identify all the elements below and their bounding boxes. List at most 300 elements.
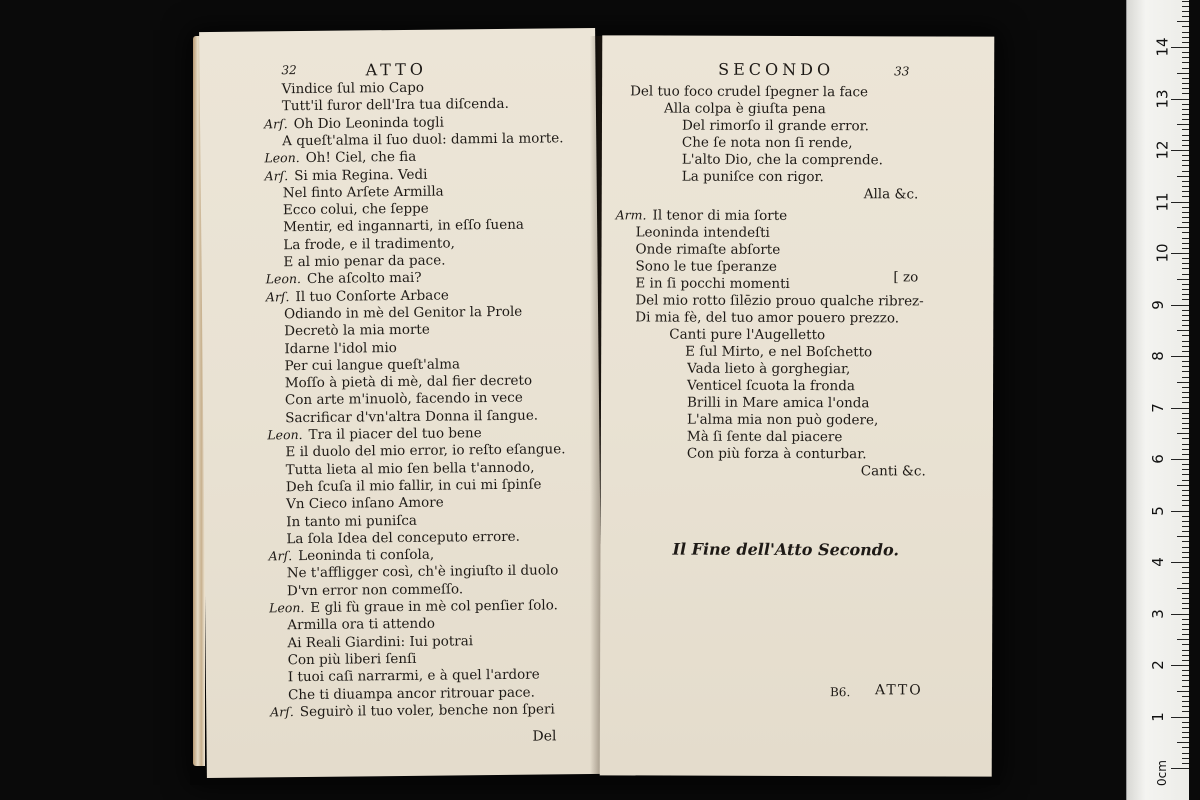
ruler-tick bbox=[1182, 480, 1189, 481]
ruler-tick bbox=[1182, 418, 1189, 419]
ruler-number: 11 bbox=[1153, 191, 1172, 212]
right-verse-line bbox=[669, 327, 825, 344]
right-verse-line bbox=[635, 275, 789, 292]
act-end-title: Il Fine dell'Atto Secondo. bbox=[672, 539, 900, 560]
ruler-tick bbox=[1182, 11, 1189, 12]
left-verse-line bbox=[264, 114, 444, 132]
ruler-tick bbox=[1182, 449, 1189, 450]
left-verse-line bbox=[269, 597, 558, 616]
ruler-tick bbox=[1182, 634, 1189, 635]
right-verse-line bbox=[682, 169, 824, 185]
ruler-tick bbox=[1182, 732, 1189, 733]
left-verse-line bbox=[284, 304, 522, 322]
ruler-tick bbox=[1182, 670, 1189, 671]
left-page bbox=[199, 28, 603, 778]
verse-text: Alla &c. bbox=[863, 186, 919, 203]
ruler-number: 10 bbox=[1153, 243, 1172, 263]
ruler-tick bbox=[1182, 196, 1189, 197]
verse-text: Si mia Regina. Vedi bbox=[294, 166, 428, 184]
ruler-tick bbox=[1177, 433, 1189, 434]
speaker-label: Leon. bbox=[267, 427, 303, 443]
left-verse-line bbox=[283, 201, 429, 219]
ruler-tick bbox=[1182, 341, 1189, 342]
left-verse-line bbox=[265, 166, 428, 184]
left-folio: 32 bbox=[281, 63, 297, 78]
ruler-tick bbox=[1177, 227, 1189, 228]
verse-text: E al mio penar da pace. bbox=[283, 252, 446, 271]
ruler-tick bbox=[1182, 78, 1189, 79]
left-verse-line bbox=[266, 270, 422, 288]
ruler-tick bbox=[1182, 505, 1189, 506]
ruler-tick bbox=[1182, 119, 1189, 120]
ruler-tick bbox=[1182, 248, 1189, 249]
ruler-tick bbox=[1182, 763, 1189, 764]
ruler-tick bbox=[1182, 186, 1189, 187]
left-verse-line bbox=[266, 287, 449, 305]
ruler-tick bbox=[1182, 444, 1189, 445]
ruler-tick bbox=[1182, 57, 1189, 58]
verse-text: Nel finto Arſete Armilla bbox=[282, 183, 444, 202]
ruler-tick bbox=[1182, 706, 1189, 707]
ruler-tick bbox=[1182, 644, 1189, 645]
right-verse-line bbox=[861, 463, 926, 479]
ruler-tick bbox=[1177, 176, 1189, 177]
ruler-tick bbox=[1182, 753, 1189, 754]
verse-text: Che ti diuampa ancor ritrouar pace. bbox=[287, 684, 535, 703]
ruler-tick bbox=[1182, 268, 1189, 269]
ruler-tick bbox=[1182, 629, 1189, 630]
ruler-tick bbox=[1182, 83, 1189, 84]
left-verse-line bbox=[282, 96, 509, 114]
verse-text: Di mia fè, del tuo amor pouero prezzo. bbox=[635, 309, 900, 327]
ruler-tick bbox=[1177, 485, 1189, 486]
ruler-number: 8 bbox=[1148, 351, 1167, 361]
ruler-tick bbox=[1182, 737, 1189, 738]
verse-text: Ne t'affligger così, ch'è ingiuſto il duolo bbox=[286, 562, 559, 582]
verse-text: Che ſe nota non ſi rende, bbox=[681, 134, 853, 152]
ruler-tick bbox=[1182, 171, 1189, 172]
ruler-tick bbox=[1182, 212, 1189, 213]
speaker-label: Leon. bbox=[269, 600, 305, 616]
right-verse-line bbox=[687, 446, 867, 463]
ruler-tick bbox=[1182, 516, 1189, 517]
ruler-tick bbox=[1182, 655, 1189, 656]
ruler-tick bbox=[1182, 680, 1189, 681]
ruler-tick bbox=[1182, 686, 1189, 687]
speaker-label: Arſ. bbox=[270, 703, 294, 720]
ruler-tick bbox=[1177, 124, 1189, 125]
ruler-tick bbox=[1182, 52, 1189, 53]
ruler-tick bbox=[1182, 758, 1189, 759]
ruler-tick bbox=[1171, 150, 1189, 151]
left-verse-line bbox=[287, 563, 559, 582]
ruler-tick bbox=[1177, 21, 1189, 22]
ruler-tick bbox=[1171, 253, 1189, 254]
ruler-tick bbox=[1182, 243, 1189, 244]
verse-text: Onde rimaſte abſorte bbox=[635, 241, 781, 258]
left-verse-line bbox=[285, 390, 523, 408]
verse-text: L'alma mia non può godere, bbox=[686, 411, 879, 429]
verse-text: Seguirò il tuo voler, benche non ſperi bbox=[299, 701, 555, 720]
ruler-tick bbox=[1182, 6, 1189, 7]
ruler-tick bbox=[1182, 135, 1189, 136]
ruler-tick bbox=[1182, 1, 1189, 2]
verse-text: Alla colpa è giuſta pena bbox=[664, 100, 826, 118]
left-verse-line bbox=[287, 633, 473, 651]
left-catchword: Del bbox=[532, 728, 557, 745]
ruler-tick bbox=[1182, 552, 1189, 553]
ruler-number: 6 bbox=[1148, 454, 1167, 464]
verse-text: E ſul Mirto, e nel Boſchetto bbox=[685, 343, 873, 361]
verse-text: Tutta lieta al mio ſen bella t'annodo, bbox=[285, 459, 535, 478]
ruler-tick bbox=[1177, 742, 1189, 743]
ruler-tick bbox=[1182, 402, 1189, 403]
ruler-tick bbox=[1182, 181, 1189, 182]
ruler-tick bbox=[1182, 392, 1189, 393]
ruler-tick bbox=[1171, 511, 1189, 512]
right-verse-line bbox=[682, 135, 853, 152]
verse-text: Vada lieto à gorghegiar, bbox=[687, 360, 851, 378]
ruler-tick bbox=[1182, 593, 1189, 594]
ruler-tick bbox=[1182, 557, 1189, 558]
ruler-tick bbox=[1182, 217, 1189, 218]
ruler-tick bbox=[1177, 536, 1189, 537]
ruler-tick bbox=[1182, 263, 1189, 264]
right-verse-line bbox=[635, 258, 776, 274]
left-verse-line bbox=[285, 356, 461, 374]
left-verse-line bbox=[285, 442, 565, 461]
ruler-tick bbox=[1182, 490, 1189, 491]
left-verse-line bbox=[283, 253, 445, 271]
ruler-tick bbox=[1182, 140, 1189, 141]
ruler-tick bbox=[1182, 531, 1189, 532]
right-verse-line bbox=[616, 207, 788, 224]
ruler-tick bbox=[1182, 310, 1189, 311]
ruler-tick bbox=[1182, 325, 1189, 326]
ruler-tick bbox=[1177, 330, 1189, 331]
right-verse-line bbox=[636, 241, 781, 258]
ruler-tick bbox=[1182, 289, 1189, 290]
ruler-tick bbox=[1182, 207, 1189, 208]
ruler-tick bbox=[1182, 377, 1189, 378]
ruler-tick bbox=[1182, 428, 1189, 429]
left-verse-line bbox=[282, 130, 563, 149]
ruler-tick bbox=[1171, 99, 1189, 100]
ruler-tick bbox=[1182, 521, 1189, 522]
right-verse-line bbox=[687, 412, 878, 429]
verse-text: E il duolo del mio error, io reſto eſangue. bbox=[285, 441, 566, 461]
ruler-tick bbox=[1182, 413, 1189, 414]
right-verse-line bbox=[687, 378, 855, 395]
ruler-tick bbox=[1182, 346, 1189, 347]
ruler-tick bbox=[1182, 572, 1189, 573]
ruler-tick bbox=[1182, 294, 1189, 295]
verse-text: Brilli in Mare amica l'onda bbox=[686, 394, 870, 412]
verse-text: L'alto Dio, che la comprende. bbox=[681, 151, 884, 169]
ruler-tick bbox=[1182, 191, 1189, 192]
ruler-tick bbox=[1182, 366, 1189, 367]
ruler-tick bbox=[1182, 155, 1189, 156]
ruler-tick bbox=[1182, 583, 1189, 584]
right-verse-line bbox=[664, 101, 826, 118]
left-verse-line bbox=[288, 651, 417, 668]
ruler-tick bbox=[1182, 650, 1189, 651]
right-page bbox=[600, 35, 995, 776]
ruler-tick bbox=[1182, 526, 1189, 527]
left-verse-line bbox=[270, 701, 555, 720]
verse-text: D'vn error non commeſſo. bbox=[286, 581, 464, 599]
verse-text: La frode, e il tradimento, bbox=[283, 235, 455, 253]
ruler-tick bbox=[1171, 356, 1189, 357]
left-verse-line bbox=[286, 529, 520, 547]
ruler-tick bbox=[1171, 305, 1189, 306]
ruler-tick bbox=[1177, 382, 1189, 383]
speaker-label: Leon. bbox=[265, 271, 302, 287]
ruler-tick bbox=[1182, 222, 1189, 223]
verse-text: Ecco colui, che ſeppe bbox=[282, 200, 429, 219]
ruler-tick bbox=[1182, 454, 1189, 455]
ruler-tick bbox=[1182, 68, 1189, 69]
ruler-tick bbox=[1182, 469, 1189, 470]
ruler-tick bbox=[1182, 727, 1189, 728]
verse-text: La ſola Idea del conceputo errore. bbox=[286, 528, 521, 548]
right-turnover: [ zo bbox=[893, 269, 919, 286]
verse-text: Del rimorſo il grande error. bbox=[681, 117, 869, 135]
left-verse-line bbox=[283, 183, 444, 201]
verse-text: Deh ſcuſa il mio fallir, in cui mi ſpinſe bbox=[285, 476, 542, 496]
ruler-tick bbox=[1182, 387, 1189, 388]
verse-text: Canti pure l'Augelletto bbox=[669, 326, 826, 344]
right-verse-line bbox=[687, 429, 843, 446]
ruler-tick bbox=[1171, 47, 1189, 48]
ruler-tick bbox=[1182, 361, 1189, 362]
ruler-number: 5 bbox=[1148, 505, 1167, 516]
ruler-tick bbox=[1182, 722, 1189, 723]
ruler-tick bbox=[1171, 408, 1189, 409]
ruler-number: 9 bbox=[1148, 299, 1167, 310]
ruler-tick bbox=[1182, 62, 1189, 63]
ruler-tick bbox=[1182, 232, 1189, 233]
left-verse-line bbox=[269, 547, 435, 565]
ruler-tick bbox=[1182, 438, 1189, 439]
signature-mark: B6. bbox=[829, 685, 851, 700]
ruler-number: 4 bbox=[1148, 557, 1167, 567]
left-verse-line bbox=[264, 149, 416, 167]
ruler-tick bbox=[1177, 691, 1189, 692]
ruler-tick bbox=[1182, 711, 1189, 712]
left-verse-line bbox=[284, 322, 430, 340]
left-verse-line bbox=[282, 80, 424, 97]
right-verse-line bbox=[687, 361, 850, 378]
left-verse-line bbox=[288, 684, 535, 703]
right-verse-line bbox=[864, 186, 919, 202]
verse-text: Moſſo à pietà di mè, dal fier decreto bbox=[284, 372, 533, 392]
ruler-tick bbox=[1182, 619, 1189, 620]
right-verse-line bbox=[687, 395, 870, 412]
verse-text: I tuoi caſi narrarmi, e à quel l'ardore bbox=[287, 666, 540, 686]
right-catchword: ATTO bbox=[874, 682, 923, 699]
verse-text: Il tuo Conſorte Arbace bbox=[295, 287, 449, 305]
ruler-tick bbox=[1182, 37, 1189, 38]
verse-text: Oh! Ciel, che fia bbox=[305, 149, 417, 167]
left-verse-line bbox=[285, 373, 532, 392]
ruler-tick bbox=[1182, 114, 1189, 115]
verse-text: Con più forza à conturbar. bbox=[686, 445, 867, 463]
ruler-number: 12 bbox=[1153, 140, 1172, 160]
left-verse-line bbox=[283, 217, 524, 236]
ruler-number: 3 bbox=[1148, 608, 1167, 619]
ruler-number: 2 bbox=[1148, 660, 1167, 670]
ruler-tick bbox=[1171, 768, 1189, 769]
ruler-tick bbox=[1182, 32, 1189, 33]
left-verse-line bbox=[286, 459, 535, 478]
verse-text: Tra il piacer del tuo bene bbox=[308, 425, 482, 443]
verse-text: Con più liberi ſenſi bbox=[287, 650, 417, 669]
ruler-number: 14 bbox=[1153, 37, 1172, 57]
ruler-tick bbox=[1177, 639, 1189, 640]
left-verse-line bbox=[284, 340, 397, 357]
left-verse-line bbox=[286, 476, 542, 495]
ruler-tick bbox=[1182, 109, 1189, 110]
ruler-tick bbox=[1182, 500, 1189, 501]
speaker-label: Arſ. bbox=[264, 167, 289, 183]
ruler-tick bbox=[1182, 93, 1189, 94]
verse-text: Per cui langue queſt'alma bbox=[284, 356, 461, 375]
verse-text: Sacrificar d'vn'altra Donna il ſangue. bbox=[285, 407, 539, 426]
left-verse-line bbox=[267, 425, 482, 443]
speaker-label: Arſ. bbox=[268, 548, 293, 564]
left-verse-line bbox=[287, 581, 463, 599]
left-verse-line bbox=[285, 407, 538, 426]
ruler-tick bbox=[1182, 660, 1189, 661]
verse-text: Tutt'il furor dell'Ira tua diſcenda. bbox=[281, 96, 509, 115]
verse-text: Venticel ſcuota la fronda bbox=[687, 377, 855, 395]
ruler-tick bbox=[1182, 474, 1189, 475]
ruler-tick bbox=[1171, 717, 1189, 718]
ruler-tick bbox=[1182, 464, 1189, 465]
ruler-tick bbox=[1182, 675, 1189, 676]
right-verse-line bbox=[682, 118, 869, 135]
ruler-tick bbox=[1182, 495, 1189, 496]
ruler-tick bbox=[1182, 26, 1189, 27]
ruler-tick bbox=[1182, 747, 1189, 748]
speaker-label: Leon. bbox=[264, 150, 300, 166]
verse-text: Del tuo foco crudel ſpegner la face bbox=[630, 83, 869, 101]
verse-text: Che aſcolto mai? bbox=[306, 270, 422, 288]
ruler-tick bbox=[1182, 88, 1189, 89]
ruler-tick bbox=[1182, 696, 1189, 697]
ruler-tick bbox=[1182, 608, 1189, 609]
ruler-tick bbox=[1182, 701, 1189, 702]
ruler-tick bbox=[1182, 238, 1189, 239]
right-verse-line bbox=[682, 152, 883, 169]
left-verse-line bbox=[287, 616, 435, 634]
ruler-tick bbox=[1182, 42, 1189, 43]
ruler-tick bbox=[1182, 351, 1189, 352]
verse-text: Vn Cieco inſano Amore bbox=[285, 494, 444, 513]
left-header: ATTO bbox=[365, 59, 428, 80]
verse-text: Leoninda intendeſti bbox=[635, 224, 770, 241]
verse-text: Oh Dio Leoninda togli bbox=[293, 114, 444, 132]
right-verse-line bbox=[630, 83, 868, 100]
verse-text: A queſt'alma il ſuo duol: dammi la morte. bbox=[282, 130, 564, 150]
ruler-tick bbox=[1171, 614, 1189, 615]
ruler-tick bbox=[1171, 459, 1189, 460]
ruler-tick bbox=[1171, 202, 1189, 203]
right-header: SECONDO bbox=[718, 59, 835, 80]
left-verse-line bbox=[288, 667, 540, 686]
ruler-tick bbox=[1182, 577, 1189, 578]
verse-text: Sono le tue ſperanze bbox=[635, 258, 777, 275]
verse-text: Armilla ora ti attendo bbox=[287, 615, 436, 634]
ruler-tick bbox=[1182, 315, 1189, 316]
ruler-tick bbox=[1182, 104, 1189, 105]
verse-text: Canti &c. bbox=[860, 463, 926, 480]
verse-text: La puniſce con rigor. bbox=[681, 168, 824, 186]
left-verse-line bbox=[283, 235, 455, 253]
ruler-tick bbox=[1182, 397, 1189, 398]
verse-text: Vindice ſul mio Capo bbox=[281, 79, 425, 98]
ruler-unit-label: 0cm bbox=[1154, 760, 1169, 786]
ruler-tick bbox=[1171, 665, 1189, 666]
measuring-ruler bbox=[1126, 0, 1189, 800]
ruler-tick bbox=[1182, 624, 1189, 625]
speaker-label: Arſ. bbox=[265, 288, 290, 305]
ruler-tick bbox=[1182, 145, 1189, 146]
ruler-tick bbox=[1182, 320, 1189, 321]
right-verse-line bbox=[685, 344, 872, 361]
speaker-label: Arſ. bbox=[263, 115, 288, 132]
verse-text: Con arte m'inuolò, facendo in vece bbox=[284, 390, 523, 409]
ruler-tick bbox=[1182, 335, 1189, 336]
ruler-number: 7 bbox=[1148, 402, 1167, 413]
ruler-tick bbox=[1182, 603, 1189, 604]
right-verse-line bbox=[635, 292, 923, 309]
ruler-tick bbox=[1182, 274, 1189, 275]
ruler-tick bbox=[1182, 16, 1189, 17]
verse-text: E gli fù graue in mè col penſier ſolo. bbox=[310, 597, 558, 616]
ruler-tick bbox=[1171, 562, 1189, 563]
ruler-tick bbox=[1182, 258, 1189, 259]
ruler-tick bbox=[1182, 129, 1189, 130]
ruler-tick bbox=[1182, 160, 1189, 161]
ruler-tick bbox=[1182, 299, 1189, 300]
verse-text: Mà ſi ſente dal piacere bbox=[686, 428, 843, 446]
ruler-number: 13 bbox=[1153, 88, 1172, 109]
verse-text: Mentir, ed ingannarti, in eſſo ſuena bbox=[283, 217, 525, 236]
verse-text: Del mio rotto ſilēzio prouo qualche ribrez- bbox=[635, 292, 924, 310]
verse-text: E in ſi pocchi momenti bbox=[635, 275, 790, 292]
verse-text: In tanto mi puniſca bbox=[286, 512, 418, 530]
ruler-tick bbox=[1177, 588, 1189, 589]
verse-text: Leoninda ti conſola, bbox=[298, 546, 435, 565]
right-folio: 33 bbox=[894, 64, 910, 79]
verse-text: Odiando in mè del Genitor la Prole bbox=[283, 303, 523, 323]
ruler-tick bbox=[1182, 371, 1189, 372]
right-verse-line bbox=[636, 224, 770, 240]
ruler-tick bbox=[1182, 567, 1189, 568]
verse-text: Il tenor di mia ſorte bbox=[652, 207, 788, 224]
ruler-tick bbox=[1182, 284, 1189, 285]
ruler-tick bbox=[1182, 423, 1189, 424]
verse-text: Ai Reali Giardini: Iui potrai bbox=[287, 632, 474, 651]
ruler-tick bbox=[1182, 541, 1189, 542]
speaker-label: Arm. bbox=[615, 207, 647, 223]
ruler-tick bbox=[1182, 165, 1189, 166]
ruler-tick bbox=[1182, 598, 1189, 599]
ruler-tick bbox=[1177, 73, 1189, 74]
left-verse-line bbox=[286, 495, 444, 513]
